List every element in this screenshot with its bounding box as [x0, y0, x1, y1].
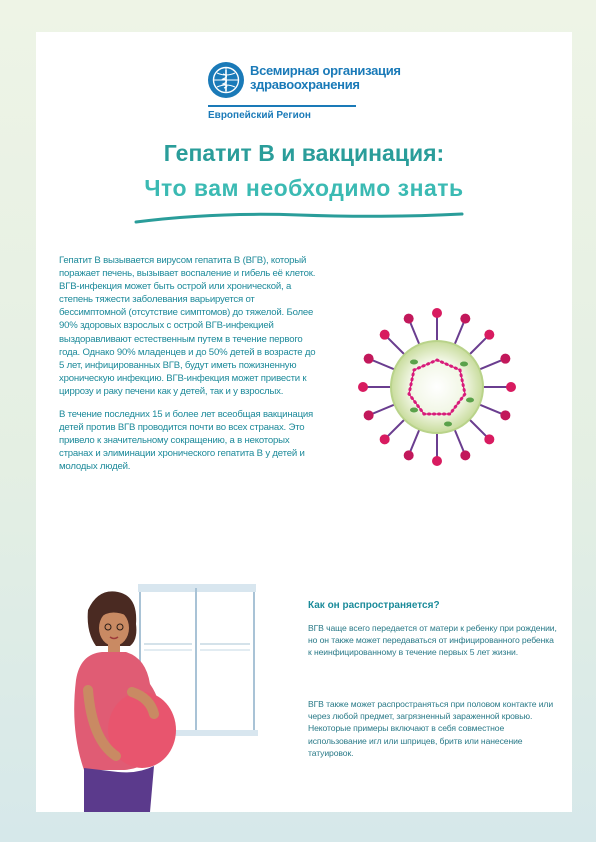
- who-emblem-icon: [206, 60, 246, 100]
- virus-spike-tip: [358, 382, 368, 392]
- virus-spike-tip: [364, 354, 374, 364]
- virus-spike-tip: [506, 382, 516, 392]
- title-line1: Гепатит В и вакцинация:: [163, 140, 445, 166]
- virus-spike-tip: [484, 434, 494, 444]
- virus-spike-tip: [460, 450, 470, 460]
- virus-spike-tip: [460, 314, 470, 324]
- intro-paragraph-2: В течение последних 15 и более лет всеобщая вакцинация детей против ВГВ проводится почти во всех странах. Это привело к значительному сокращению, а в некоторых странах и элиминации хронического гепатита В у детей и молодых людей.: [59, 409, 314, 473]
- who-logo: [206, 60, 426, 124]
- spread-heading: Как он распространяется?: [308, 600, 440, 611]
- virus-spike-tip: [500, 354, 510, 364]
- org-name-line1: Всемирная организация: [250, 63, 401, 78]
- hepatitis-b-virus-icon: [352, 302, 522, 472]
- virus-spike-tip: [404, 314, 414, 324]
- virus-spike-tip: [380, 330, 390, 340]
- document-page: [36, 32, 572, 812]
- title-underline-stroke: [134, 210, 464, 228]
- virus-spike-tip: [432, 456, 442, 466]
- virus-spike-tip: [380, 434, 390, 444]
- virus-spike-tip: [500, 410, 510, 420]
- virus-spike-tip: [404, 450, 414, 460]
- virus-spike-tip: [432, 308, 442, 318]
- virus-spike-tip: [484, 330, 494, 340]
- pregnant-woman-illustration: [58, 580, 258, 812]
- spread-paragraph-2: ВГВ также может распространяться при половом контакте или через любой предмет, загрязненный зараженной кровью. Некоторые примеры включают в себя совместное использование игл или шприцев, бритв или нанесение татуировок.: [308, 699, 554, 758]
- title-line2: Что вам необходимо знать: [144, 175, 464, 201]
- region-label: Европейский Регион: [208, 110, 311, 121]
- spread-paragraph-1: ВГВ чаще всего передается от матери к ребенку при рождении, но он также может передаваться от инфицированного ребенка к неинфицированному в течение первых 5 лет жизни.: [308, 623, 557, 658]
- intro-text: [59, 254, 321, 484]
- intro-paragraph-1: Гепатит В вызывается вирусом гепатита В (ВГВ), который поражает печень, вызывает воспаление и гибель её клеток. ВГВ-инфекция может быть острой или хронической, а степень тяжести заболевания варьируется от бессимптомной (отсутствие симптомов) до тяжелой. Более 90% здоровых взрослых с острой ВГВ-инфекцией выздоравливают естественным путем в течение первого года. Однако 90% младенцев и до 50% детей в возрасте до 5 лет, инфицированных ВГВ, будут иметь пожизненную хроническую инфекцию. ВГВ-инфекция может привести к циррозу и раку печени как у детей, так и у взрослых.: [59, 255, 316, 397]
- logo-divider: [208, 105, 356, 107]
- org-name-line2: здравоохранения: [250, 77, 360, 92]
- virus-spike-tip: [364, 410, 374, 420]
